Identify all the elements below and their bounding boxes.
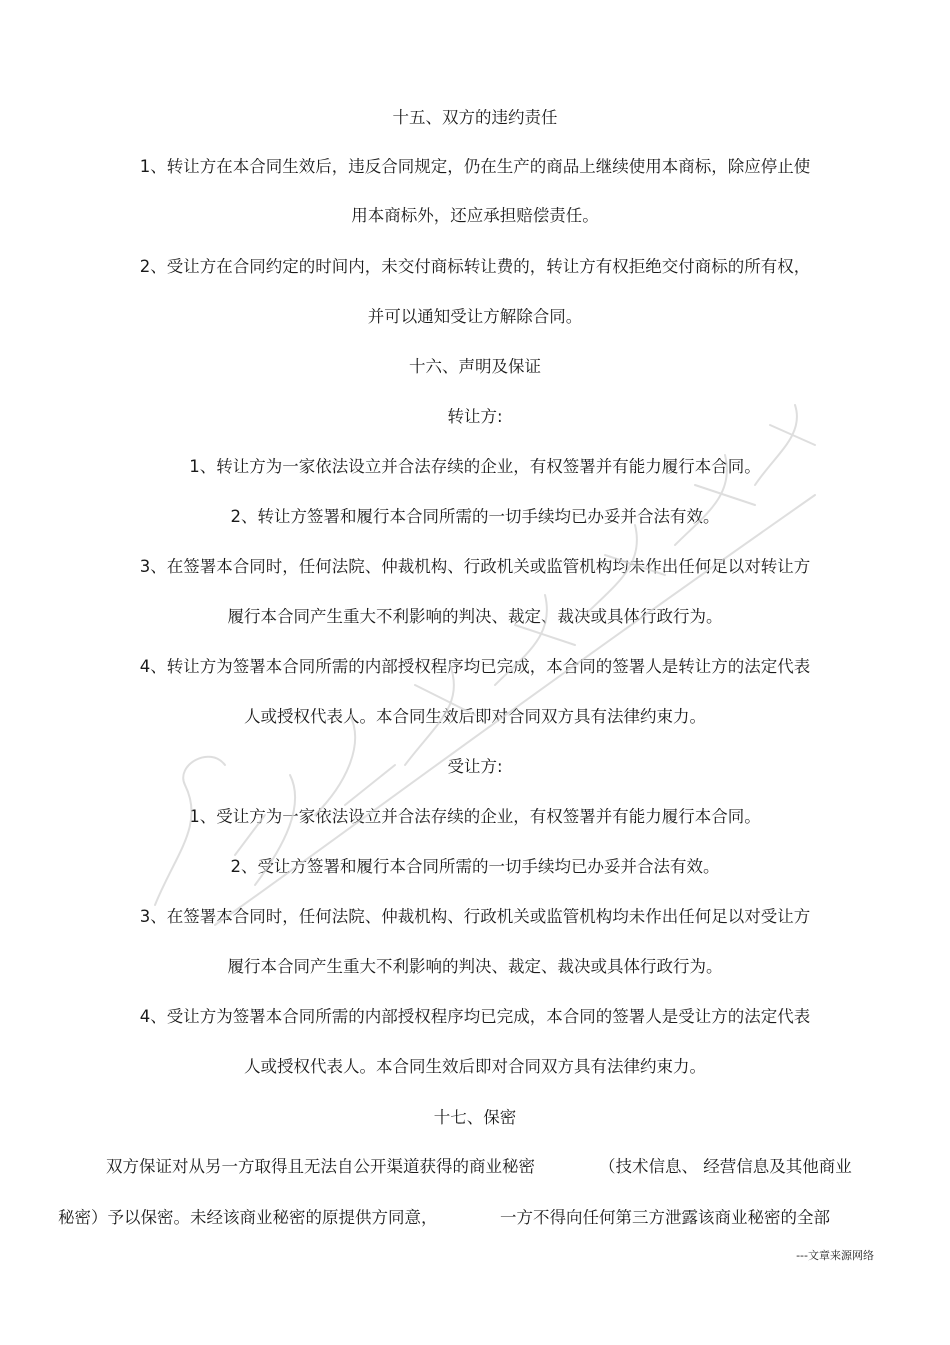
transferor-clause-2: 2、转让方签署和履行本合同所需的一切手续均已办妥并合法有效。 [230,507,720,526]
confidential-para-line2-a: 秘密）予以保密。未经该商业秘密的原提供方同意， [58,1208,438,1227]
subheading-transferee: 受让方: [447,757,503,776]
transferee-clause-1: 1、受让方为一家依法设立并合法存续的企业，有权签署并有能力履行本合同。 [189,807,761,826]
clause-15-1-line1: 1、转让方在本合同生效后，违反合同规定，仍在生产的商品上继续使用本商标，除应停止使 [139,157,811,176]
transferor-clause-1: 1、转让方为一家依法设立并合法存续的企业，有权签署并有能力履行本合同。 [189,457,761,476]
confidential-para-line1-a: 双方保证对从另一方取得且无法自公开渠道获得的商业秘密 [106,1157,535,1176]
transferee-clause-4-line1: 4、受让方为签署本合同所需的内部授权程序均已完成，本合同的签署人是受让方的法定代表 [139,1007,811,1026]
clause-15-2-line1: 2、受让方在合同约定的时间内，未交付商标转让费的，转让方有权拒绝交付商标的所有权， [139,257,811,276]
source-footer: ---文章来源网络 [796,1249,874,1262]
transferor-clause-4-line1: 4、转让方为签署本合同所需的内部授权程序均已完成，本合同的签署人是转让方的法定代表 [139,657,811,676]
transferee-clause-3-line2: 履行本合同产生重大不利影响的判决、裁定、裁决或具体行政行为。 [227,957,723,976]
transferee-clause-2: 2、受让方签署和履行本合同所需的一切手续均已办妥并合法有效。 [230,857,720,876]
section-heading-17: 十七、保密 [433,1108,517,1127]
section-heading-16: 十六、声明及保证 [409,357,541,376]
transferee-clause-4-line2: 人或授权代表人。本合同生效后即对合同双方具有法律约束力。 [244,1057,706,1076]
confidential-para-line2-b: 一方不得向任何第三方泄露该商业秘密的全部 [500,1208,830,1227]
confidential-para-line1-b: （技术信息、 经营信息及其他商业 [599,1157,852,1176]
transferor-clause-4-line2: 人或授权代表人。本合同生效后即对合同双方具有法律约束力。 [244,707,706,726]
subheading-transferor: 转让方: [447,407,503,426]
transferor-clause-3-line2: 履行本合同产生重大不利影响的判决、裁定、裁决或具体行政行为。 [227,607,723,626]
transferor-clause-3-line1: 3、在签署本合同时，任何法院、仲裁机构、行政机关或监管机构均未作出任何足以对转让方 [139,557,811,576]
clause-15-2-line2: 并可以通知受让方解除合同。 [367,307,583,326]
clause-15-1-line2: 用本商标外，还应承担赔偿责任。 [351,206,599,225]
section-heading-15: 十五、双方的违约责任 [392,108,558,127]
transferee-clause-3-line1: 3、在签署本合同时，任何法院、仲裁机构、行政机关或监管机构均未作出任何足以对受让方 [139,907,811,926]
